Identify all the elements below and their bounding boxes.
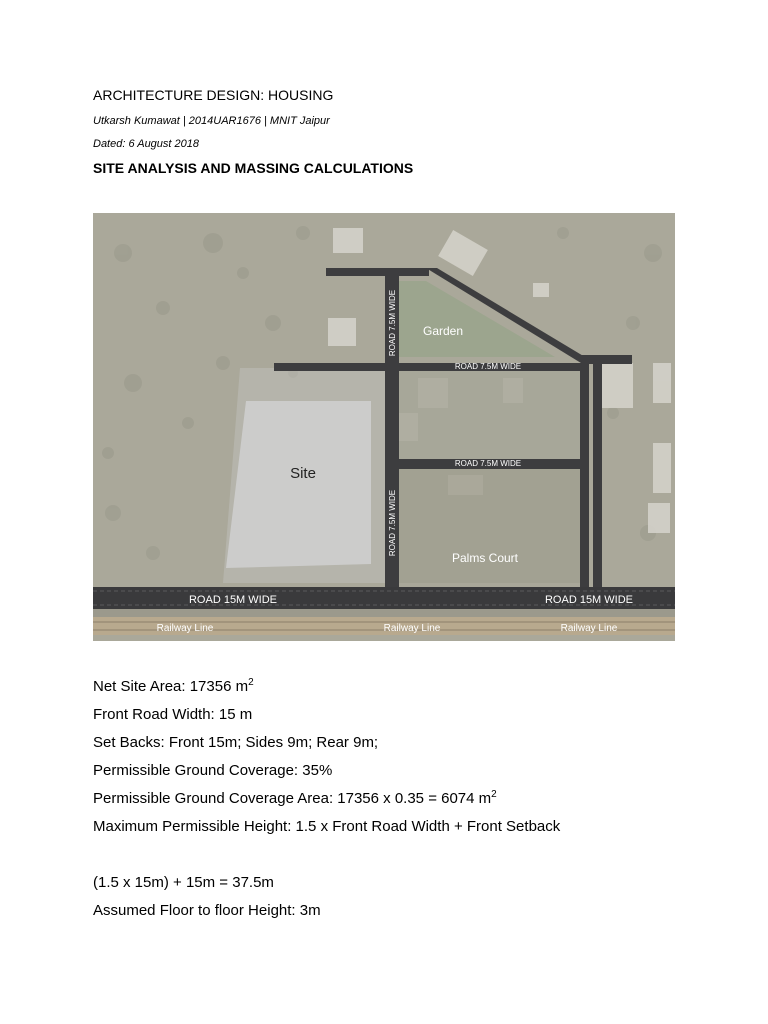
net-site-area-text: Net Site Area: 17356 m [93, 678, 249, 695]
block-parcel [398, 371, 580, 459]
garden-label: Garden [422, 324, 464, 338]
site-label: Site [290, 465, 316, 482]
author-line: Utkarsh Kumawat | 2014UAR1676 | MNIT Jaipur [93, 115, 330, 127]
road-label-h1: ROAD 7.5M WIDE [454, 362, 522, 371]
road-label-v1: ROAD 7.5M WIDE [388, 289, 397, 357]
railway-label-3: Railway Line [560, 623, 618, 634]
palms-court-label: Palms Court [451, 551, 519, 565]
road-label-h2: ROAD 7.5M WIDE [454, 459, 522, 468]
site-plot [226, 401, 371, 568]
document-title: ARCHITECTURE DESIGN: HOUSING [93, 87, 334, 103]
railway-label-1: Railway Line [156, 623, 214, 634]
net-site-area-sup: 2 [248, 677, 254, 688]
set-backs: Set Backs: Front 15m; Sides 9m; Rear 9m; [93, 734, 379, 751]
ground-coverage-area [93, 790, 497, 807]
height-calc: (1.5 x 15m) + 15m = 37.5m [93, 874, 274, 891]
ground-coverage: Permissible Ground Coverage: 35% [93, 762, 333, 779]
main-road-label-right: ROAD 15M WIDE [544, 594, 634, 606]
max-height: Maximum Permissible Height: 1.5 x Front Road Width + Front Setback [93, 818, 561, 835]
ground-coverage-area-text: Permissible Ground Coverage Area: 17356 x 0.35 = 6074 m [93, 790, 492, 807]
front-road-width: Front Road Width: 15 m [93, 706, 253, 723]
palms-court-parcel [398, 469, 580, 583]
railway-label-2: Railway Line [383, 623, 441, 634]
section-heading: SITE ANALYSIS AND MASSING CALCULATIONS [93, 160, 414, 176]
date-line: Dated: 6 August 2018 [93, 138, 200, 150]
net-site-area [93, 678, 254, 695]
main-road-label-left: ROAD 15M WIDE [188, 594, 278, 606]
ground-coverage-area-sup: 2 [491, 789, 497, 800]
site-map [93, 213, 675, 641]
floor-height: Assumed Floor to floor Height: 3m [93, 902, 321, 919]
road-label-v2: ROAD 7.5M WIDE [388, 489, 397, 557]
